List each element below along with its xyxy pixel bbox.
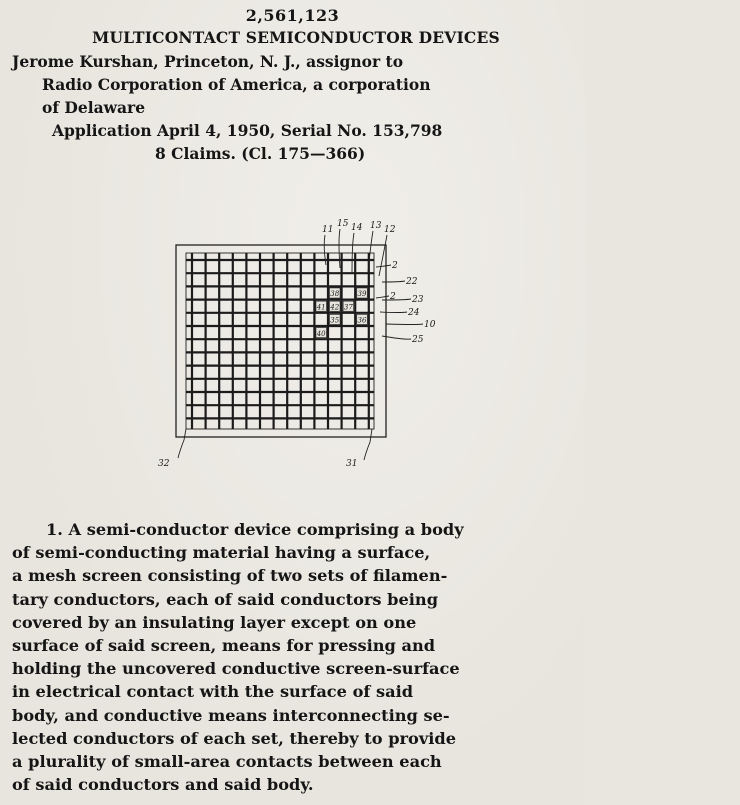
reference-numeral: 15 — [337, 219, 349, 229]
reference-numeral: 11 — [322, 225, 334, 235]
figure-inner-frame — [186, 253, 374, 429]
claim-line: surface of said screen, means for pressing and — [12, 636, 436, 656]
reference-numeral: 31 — [346, 459, 358, 469]
leader-line — [386, 324, 423, 325]
cell-numeral: 41 — [316, 303, 326, 312]
cell-numeral: 42 — [330, 303, 340, 312]
reference-numeral: 22 — [406, 277, 418, 287]
claim-line: a plurality of small-area contacts between each — [12, 752, 442, 772]
reference-numeral: 2 — [392, 261, 398, 271]
application-line: Application April 4, 1950, Serial No. 153,798 — [52, 121, 443, 140]
cell-numeral: 39 — [357, 290, 367, 299]
cell-numeral: 35 — [330, 316, 340, 325]
leader-line — [339, 229, 340, 268]
claim-line: of semi-conducting material having a surface, — [12, 543, 431, 563]
claims-class-line: 8 Claims. (Cl. 175—366) — [155, 144, 366, 163]
leader-line — [364, 429, 372, 460]
leader-line — [376, 265, 391, 267]
reference-numeral: 32 — [158, 459, 170, 469]
claim-line: 1. A semi-conductor device comprising a body — [46, 520, 464, 539]
claim-line: a mesh screen consisting of two sets of filamen- — [12, 566, 448, 586]
claim-line: in electrical contact with the surface of said — [12, 682, 414, 702]
patent-number: 2,561,123 — [245, 6, 340, 25]
claim-line: tary conductors, each of said conductors being — [12, 589, 439, 609]
inventor-line: Jerome Kurshan, Princeton, N. J., assignor to — [12, 52, 404, 71]
leader-line — [368, 231, 373, 272]
claim-line: lected conductors of each set, thereby to provide — [12, 728, 457, 748]
cell-numeral: 40 — [316, 329, 326, 338]
claim-line: covered by an insulating layer except on one — [12, 612, 417, 632]
reference-numeral: 23 — [412, 295, 424, 305]
reference-numerals — [158, 219, 436, 469]
cell-numeral: 36 — [357, 316, 367, 325]
patent-title: MULTICONTACT SEMICONDUCTOR DEVICES — [92, 28, 500, 47]
state-line: of Delaware — [42, 98, 146, 117]
reference-numeral: 14 — [351, 223, 363, 233]
claim-line: holding the uncovered conductive screen-surface — [12, 659, 460, 679]
mesh-horizontal-conductors — [186, 260, 374, 418]
reference-numeral: 2 — [390, 292, 396, 302]
claim-line: body, and conductive means interconnecting se- — [12, 705, 450, 725]
reference-numeral: 13 — [370, 221, 382, 231]
mesh-vertical-conductors — [192, 253, 369, 429]
leader-line — [352, 233, 354, 274]
mesh-screen-figure — [150, 210, 436, 480]
cell-numeral: 38 — [330, 290, 340, 299]
reference-numeral: 24 — [408, 308, 420, 318]
reference-numeral: 10 — [424, 320, 436, 330]
claim-line: of said conductors and said body. — [12, 775, 314, 795]
assignee-line: Radio Corporation of America, a corporation — [42, 75, 431, 94]
reference-numeral: 25 — [412, 335, 424, 345]
claim-1-text — [12, 518, 577, 796]
leader-line — [178, 429, 186, 458]
leader-line — [376, 296, 389, 298]
reference-numeral: 12 — [384, 225, 396, 235]
leader-line — [380, 312, 407, 313]
cell-numeral: 37 — [343, 303, 353, 312]
